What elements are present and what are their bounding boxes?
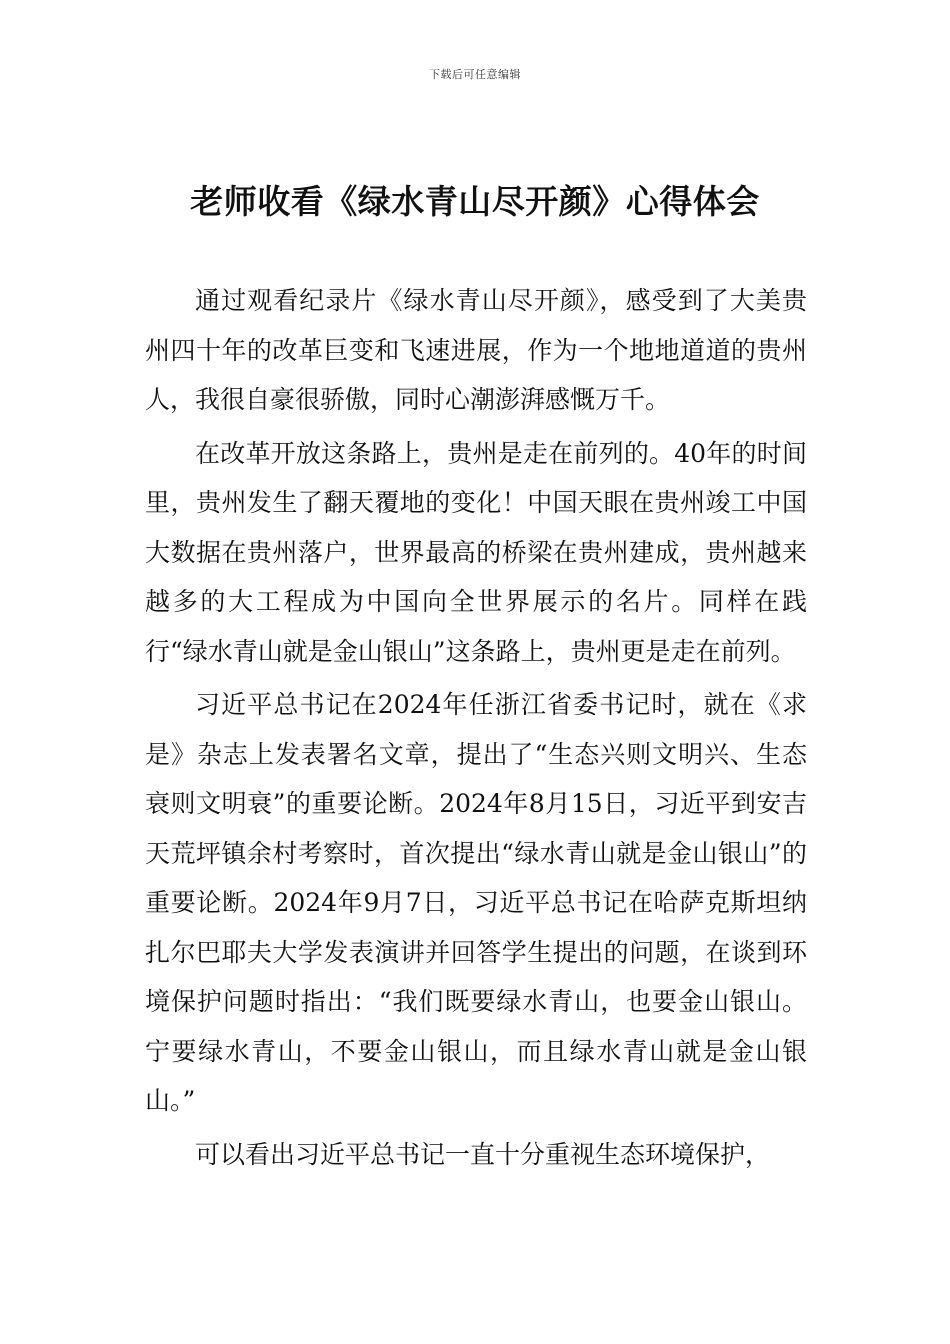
paragraph-4: 可以看出习近平总书记一直十分重视生态环境保护，	[195, 1139, 771, 1169]
paragraph-3: 习近平总书记在2024年任浙江省委书记时，就在《求是》杂志上发表署名文章，提出了“生态兴则文明兴、生态衰则文明衰”的重要论断。2024年8月15日，习近平到安吉天荒坪镇余村考察时，首次提出“绿水青山就是金山银山”的重要论断。2024年9月7日，习近平总书记在哈萨克斯坦纳扎尔巴耶夫大学发表演讲并回答学生提出的问题，在谈到环境保护问题时指出：“我们既要绿水青山，也要金山银山。宁要绿水青山，不要金山银山，而且绿水青山就是金山银山。”	[145, 690, 807, 1115]
paragraph-1: 通过观看纪录片《绿水青山尽开颜》，感受到了大美贵州四十年的改革巨变和飞速进展，作为一个地地道道的贵州人，我很自豪很骄傲，同时心潮澎湃感慨万千。	[145, 286, 807, 414]
document-body	[145, 276, 807, 1183]
paragraph-2: 在改革开放这条路上，贵州是走在前列的。40年的时间里，贵州发生了翻天覆地的变化！中国天眼在贵州竣工中国大数据在贵州落户，世界最高的桥梁在贵州建成，贵州越来越多的大工程成为中国向全世界展示的名片。同样在践行“绿水青山就是金山银山”这条路上，贵州更是走在前列。	[145, 438, 807, 666]
document-title: 老师收看《绿水青山尽开颜》心得体会	[190, 182, 760, 221]
download-note: 下载后可任意编辑	[429, 68, 521, 81]
